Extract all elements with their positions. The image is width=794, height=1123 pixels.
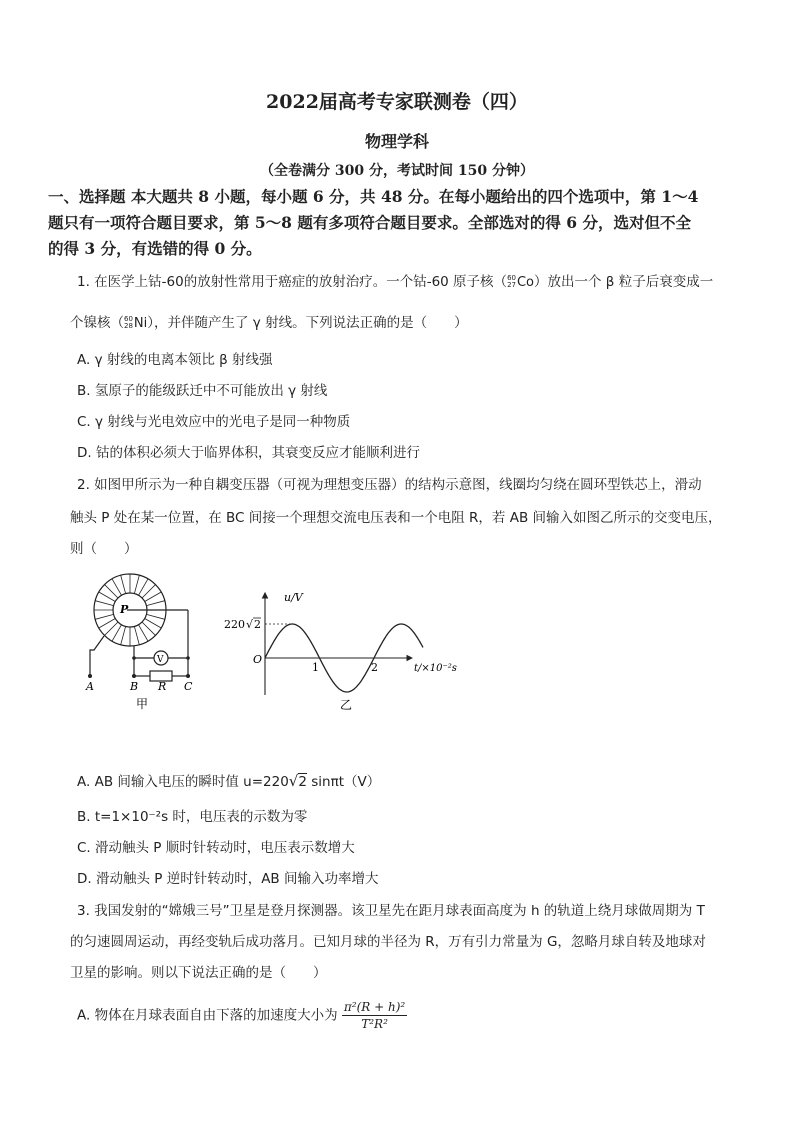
origin-label: O (253, 653, 263, 666)
ni-charge: 28 (124, 322, 133, 330)
section-instructions-line2: 题只有一项符合题目要求，第 5～8 题有多项符合题目要求。全部选对的得 6 分，选对但不全 (48, 213, 691, 232)
winding-turn (142, 622, 155, 635)
winding-turn (145, 592, 161, 602)
x-axis-label: t/×10⁻²s (414, 663, 457, 674)
q3-option-a-fraction (342, 1000, 407, 1031)
ni-symbol: Ni (133, 315, 148, 331)
winding-turn (121, 575, 126, 593)
q2-option-b: B. t=1×10⁻²s 时，电压表的示数为零 (77, 809, 308, 825)
q3-stem-line1: 3. 我国发射的“嫦娥三号”卫星是登月探测器。该卫星先在距月球表面高度为 h 的轨道上绕月球做周期为 T (77, 903, 705, 919)
y-axis-label: u/V (284, 591, 303, 604)
winding-turn (134, 575, 139, 593)
label-r: R (158, 680, 167, 693)
section-instructions-line1: 一、选择题 本大题共 8 小题，每小题 6 分，共 48 分。在每小题给出的四个选项中，第 1～4 (48, 187, 699, 206)
q1-stem-d: ），并伴随产生了 γ 射线。下列说法正确的是（ ） (147, 315, 468, 331)
fraction-numerator: π²(R + h)² (343, 1000, 406, 1014)
label-p: P (120, 603, 129, 616)
co-mass: 60 (507, 274, 516, 282)
q1-option-a: A. γ 射线的电离本领比 β 射线强 (77, 352, 273, 368)
winding-turn (121, 626, 126, 644)
winding-turn (95, 614, 113, 619)
q1-option-d: D. 钴的体积必须大于临界体积，其衰变反应才能顺利进行 (77, 445, 420, 461)
peak-root-symbol: √ (246, 618, 254, 631)
q3-stem-line3: 卫星的影响。则以下说法正确的是（ ） (70, 965, 327, 981)
q3-stem-line2: 的匀速圆周运动，再经变轨后成功落月。已知月球的半径为 R，万有引力常量为 G，忽略月球自转及地球对 (70, 934, 706, 950)
q1-stem-line2 (70, 311, 468, 331)
q1-option-c: C. γ 射线与光电效应中的光电子是同一种物质 (77, 414, 351, 430)
tick-1-label: 1 (312, 661, 319, 674)
winding-turn (112, 579, 122, 595)
section-instructions-line3: 的得 3 分，有选错的得 0 分。 (48, 239, 262, 258)
figure-yi-voltage-waveform (222, 585, 462, 715)
nickel-isotope (124, 316, 147, 331)
q2-option-a-text: A. AB 间输入电压的瞬时值 u=220 (77, 774, 289, 790)
winding-turn (112, 625, 122, 641)
caption-yi: 乙 (340, 698, 353, 712)
q2-stem-line3: 则（ ） (70, 541, 138, 557)
fraction-denominator: T²R² (361, 1017, 388, 1031)
q1-stem-b: ）放出一个 β 粒子后衰变成一 (534, 274, 714, 290)
figure-jia-autotransformer (78, 572, 208, 712)
winding-turn (99, 592, 115, 602)
winding-turn (105, 585, 118, 598)
terminal-a (88, 674, 92, 678)
label-v: V (157, 655, 164, 665)
exam-info: （全卷满分 300 分，考试时间 150 分钟） (260, 163, 534, 179)
q1-option-b: B. 氢原子的能级跃迁中不可能放出 γ 射线 (77, 383, 328, 399)
winding-turn (134, 626, 139, 644)
exam-title: 2022届高考专家联测卷（四） (266, 91, 528, 113)
lead-a (90, 636, 104, 676)
q1-stem-c: 个镍核（ (70, 315, 124, 331)
co-charge: 27 (507, 281, 516, 289)
winding-turn (139, 625, 149, 641)
label-a: A (86, 680, 94, 693)
caption-jia: 甲 (136, 697, 149, 711)
q2-stem-line1: 2. 如图甲所示为一种自耦变压器（可视为理想变压器）的结构示意图，线圈均匀绕在圆环型铁芯上，滑动 (77, 477, 702, 493)
winding-turn (139, 579, 149, 595)
q2-option-a (77, 770, 380, 790)
junction-c (186, 656, 190, 660)
q2-option-a-root: 2 (298, 774, 307, 790)
terminal-b (132, 674, 136, 678)
winding-turn (142, 585, 155, 598)
peak-root-value: 2 (254, 618, 261, 631)
winding-turn (146, 601, 164, 606)
label-b: B (130, 680, 139, 693)
terminal-c (186, 674, 190, 678)
subject-title: 物理学科 (364, 132, 429, 151)
tick-2-label: 2 (371, 661, 378, 674)
cobalt-isotope (507, 275, 534, 290)
peak-value-label: 220 (224, 618, 245, 631)
sqrt-symbol: √ (288, 772, 299, 790)
q2-option-a-tail: sinπt（V） (306, 774, 381, 790)
co-symbol: Co (516, 274, 535, 290)
q3-option-a-text: A. 物体在月球表面自由下落的加速度大小为 (77, 1007, 338, 1024)
winding-turn (105, 622, 118, 635)
q2-option-d: D. 滑动触头 P 逆时针转动时，AB 间输入功率增大 (77, 871, 379, 887)
junction-b (132, 656, 136, 660)
winding-turn (146, 614, 164, 619)
q3-option-a (77, 1000, 407, 1031)
label-c: C (184, 680, 193, 693)
ni-mass: 60 (124, 315, 133, 323)
q2-option-c: C. 滑动触头 P 顺时针转动时，电压表示数增大 (77, 840, 355, 856)
q1-stem-line1 (77, 270, 713, 290)
winding-turn (145, 619, 161, 629)
winding-turn (95, 601, 113, 606)
q1-stem-a: 1. 在医学上钴-60的放射性常用于癌症的放射治疗。一个钴-60 原子核（ (77, 274, 508, 290)
q2-stem-line2: 触头 P 处在某一位置，在 BC 间接一个理想交流电压表和一个电阻 R，若 AB 间输入如图乙所示的交变电压， (70, 510, 722, 526)
winding-turn (99, 619, 115, 629)
